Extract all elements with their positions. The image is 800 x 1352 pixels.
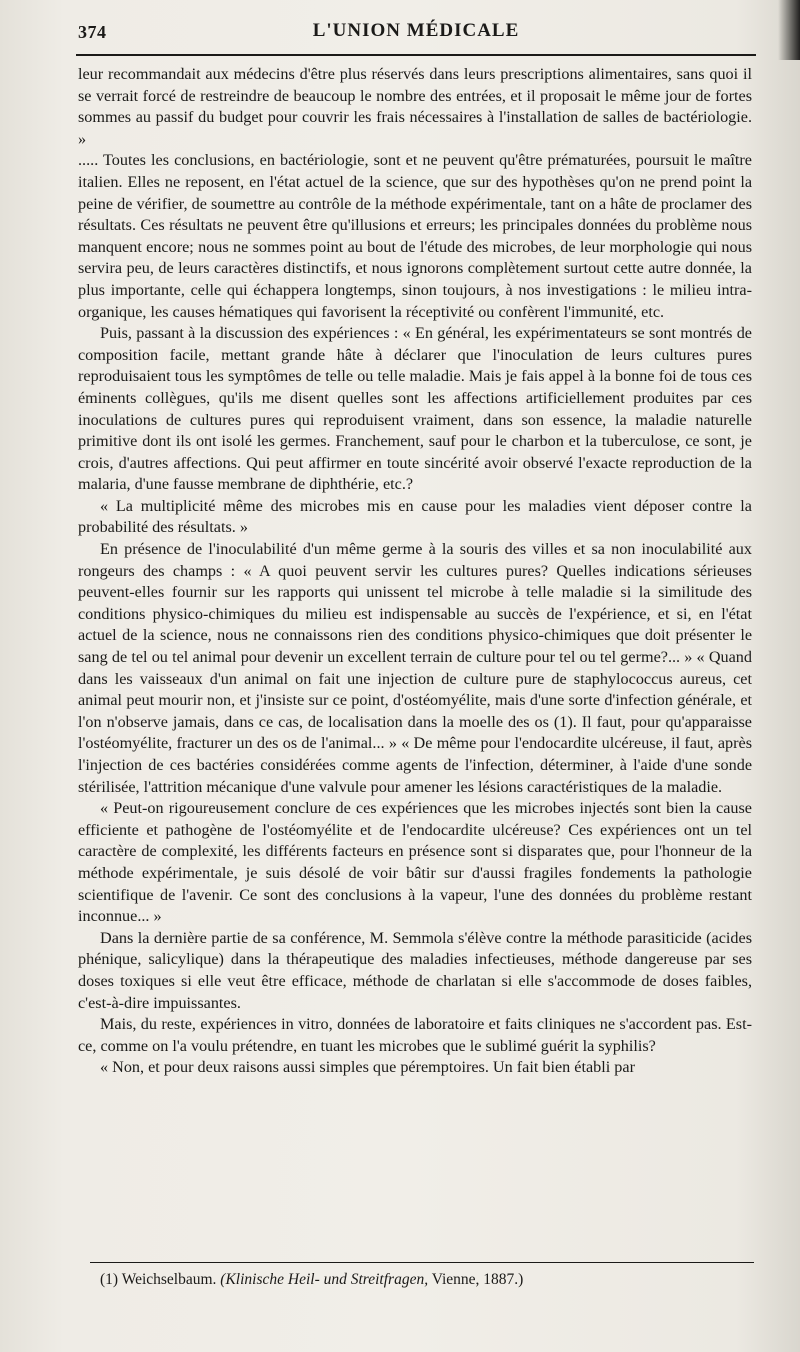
header-rule — [76, 54, 756, 56]
paragraph: ..... Toutes les conclusions, en bactériologie, sont et ne peuvent qu'être prématurées, poursuit le maître italien. Elles ne reposent, en l'état actuel de la science, que sur des hypothèses qu'on ne prend point la peine de vérifier, de soumettre au contrôle de la méthode expérimentale, tant on a hâte de proclamer des résultats. Ces résultats ne peuvent être qu'illusions et erreurs; les principales données du problème nous manquent encore; nous ne sommes point au bout de l'étude des microbes, de leur morphologie qui nous servira peu, de leurs caractères distinctifs, et nous ignorons complètement surtout cette autre donnée, la plus importante, celle qui échappera longtemps, sinon toujours, à nos investigations : le milieu intra-organique, les causes hématiques qui favorisent la réceptivité ou confèrent l'immunité, etc. — [78, 151, 752, 321]
footnote-rule — [90, 1262, 754, 1263]
article-body — [78, 64, 752, 1079]
paragraph: « Non, et pour deux raisons aussi simples que péremptoires. Un fait bien établi par — [100, 1058, 635, 1077]
paragraph: Puis, passant à la discussion des expériences : « En général, les expérimentateurs se sont montrés de composition facile, mettant grande hâte à déclarer que l'inoculation de leurs cultures pures reproduisaient tous les symptômes de telle ou telle maladie. Mais je fais appel à la bonne foi de tous ces éminents collègues, qu'ils me disent quelles sont les affections artificiellement produites par ces inoculations de cultures pures qui reproduisent vraiment, dans son essence, la maladie naturelle primitive dont ils ont isolé les germes. Franchement, sauf pour le charbon et la tuberculose, ce sont, je crois, d'autres affections. Qui peut affirmer en toute sincérité avoir observé l'exacte reproduction de la malaria, d'une fausse membrane de diphthérie, etc.? — [78, 324, 752, 494]
footnote — [100, 1270, 740, 1290]
book-spine-shadow — [778, 0, 800, 60]
paragraph: leur recommandait aux médecins d'être plus réservés dans leurs prescriptions alimentaires, sans quoi il se verrait forcé de restreindre de beaucoup le nombre des entrées, et il proposait le même jour de fortes sommes au passif du budget pour couvrir les frais nécessaires à l'installation de salles de bactériologie. » — [78, 65, 752, 148]
page-header — [78, 18, 754, 52]
paragraph: « La multiplicité même des microbes mis en cause pour les maladies vient déposer contre la probabilité des résultats. » — [78, 496, 752, 537]
paragraph: Mais, du reste, expériences in vitro, données de laboratoire et faits cliniques ne s'accordent pas. Est-ce, comme on l'a voulu prétendre, en tuant les microbes que le sublimé guérit la syphilis? — [78, 1015, 752, 1055]
footnote-author: Weichselbaum. — [121, 1271, 217, 1288]
journal-title: L'UNION MÉDICALE — [312, 20, 520, 41]
paragraph: Dans la dernière partie de sa conférence, M. Semmola s'élève contre la méthode parasiticide (acides phénique, salicylique) dans la thérapeutique des maladies infectieuses, méthode dangereuse par ses doses toxiques si elle veut être efficace, méthode de charlatan si elle s'accommode de doses faibles, c'est-à-dire impuissantes. — [78, 928, 752, 1012]
footnote-rest: Vienne, 1887.) — [431, 1271, 524, 1288]
paragraph: En présence de l'inoculabilité d'un même germe à la souris des villes et sa non inoculabilité aux rongeurs des champs : « A quoi peuvent servir les cultures pures? Quelles indications sérieuses peuvent-elles fournir sur les rapports qui unissent tel microbe à telle maladie si la similitude des conditions physico-chimiques du milieu est indispensable au succès de l'expérience, et si, en l'état actuel de la science, nous ne connaissons rien des conditions physico-chimiques que doit présenter le sang de tel ou tel animal pour devenir un excellent terrain de culture pour tel ou tel germe?... » « Quand dans les vaisseaux d'un animal on fait une injection de culture pure de staphylococcus aureus, cet animal peut mourir non, et j'insiste sur ce point, d'ostéomyélite, mais d'une sorte d'infection générale, et l'on n'observe jamais, dans ce cas, de localisation dans la moelle des os (1). Il faut, pour qu'apparaisse l'ostéomyélite, fracturer un des os de l'animal... » « De même pour l'endocardite ulcéreuse, il faut, après l'injection de ces bactéries considérées comme agents de l'infection, déterminer, à l'aide d'une sonde stérilisée, l'attrition mécanique d'une valvule pour amener les lésions caractéristiques de la maladie. — [78, 540, 752, 796]
footnote-title: (Klinische Heil- und Streitfragen, — [220, 1271, 429, 1288]
page-number: 374 — [78, 22, 107, 42]
paragraph: « Peut-on rigoureusement conclure de ces expériences que les microbes injectés sont bien la cause efficiente et pathogène de l'ostéomyélite et de l'endocardite ulcéreuse? Ces expériences ont un tel caractère de complexité, les différents facteurs en présence sont si disparates que, pour l'honneur de la méthode expérimentale, je suis désolé de voir bâtir sur d'aussi fragiles fondements la pathologie scientifique de l'avenir. Ce sont des conclusions à la vapeur, l'une des données du problème restant inconnue... » — [78, 799, 752, 926]
footnote-marker: (1) — [100, 1271, 119, 1288]
